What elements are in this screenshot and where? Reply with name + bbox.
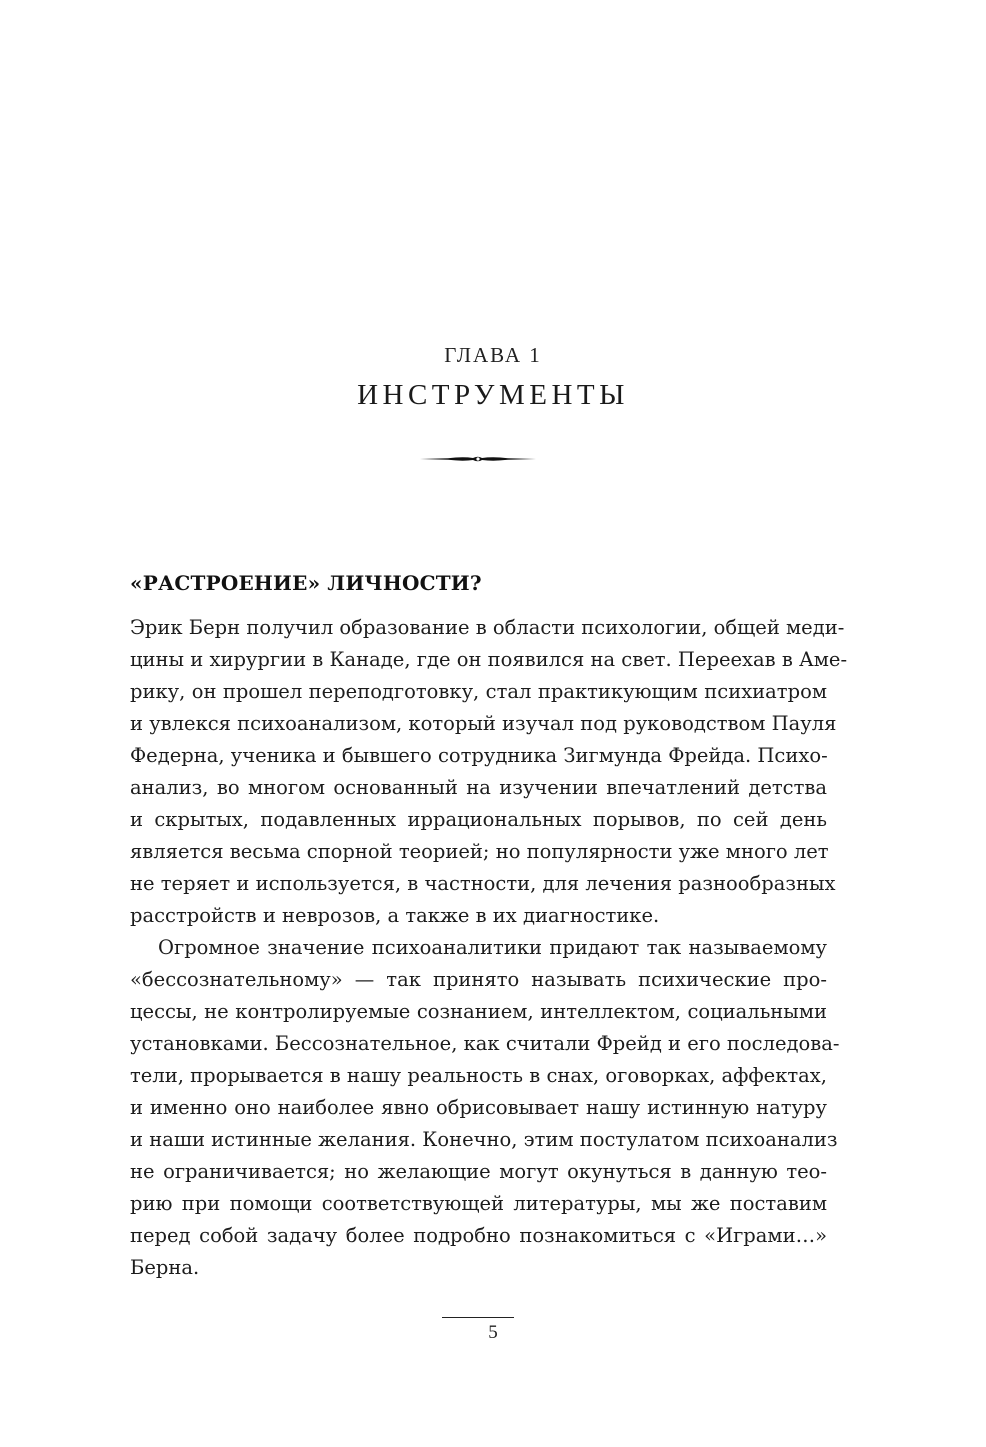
paragraph-2-line: не ограничивается; но желающие могут окунуться в данную тео- bbox=[130, 1160, 827, 1183]
chapter-title: ИНСТРУМЕНТЫ bbox=[357, 379, 629, 411]
paragraph-1-line: рику, он прошел переподготовку, стал практикующим психиатром bbox=[130, 680, 827, 703]
paragraph-2-line: Огромное значение психоаналитики придают так называемому bbox=[158, 936, 827, 959]
paragraph-1-line: расстройств и неврозов, а также в их диагностике. bbox=[130, 904, 660, 927]
paragraph-2-line: и именно оно наиболее явно обрисовывает нашу истинную натуру bbox=[130, 1096, 827, 1119]
chapter-label: ГЛАВА 1 bbox=[444, 343, 542, 367]
paragraph-2-line: «бессознательному» — так принято называть психические про- bbox=[130, 968, 827, 991]
section-heading: «РАСТРОЕНИЕ» ЛИЧНОСТИ? bbox=[130, 571, 482, 595]
paragraph-1-line: цины и хирургии в Канаде, где он появился на свет. Переехав в Аме- bbox=[130, 648, 848, 671]
body-text bbox=[130, 612, 848, 1284]
footer-rule bbox=[442, 1317, 514, 1318]
paragraph-1-line: является весьма спорной теорией; но популярности уже много лет bbox=[130, 840, 829, 863]
paragraph-1-line: и увлекся психоанализом, который изучал под руководством Пауля bbox=[130, 712, 837, 735]
paragraph-1-line: анализ, во многом основанный на изучении впечатлений детства bbox=[130, 776, 827, 799]
paragraph-2-line: рию при помощи соответствующей литературы, мы же поставим bbox=[130, 1192, 827, 1215]
paragraph-1-line: не теряет и используется, в частности, для лечения разнообразных bbox=[130, 872, 836, 895]
paragraph-2-line: тели, прорывается в нашу реальность в снах, оговорках, аффектах, bbox=[130, 1064, 827, 1087]
paragraph-1-line: Эрик Берн получил образование в области психологии, общей меди- bbox=[130, 616, 845, 639]
paragraph-2-line: перед собой задачу более подробно познакомиться с «Играми…» bbox=[130, 1224, 827, 1247]
paragraph-2-line: Берна. bbox=[130, 1256, 200, 1279]
page-number: 5 bbox=[488, 1322, 498, 1343]
paragraph-2-line: и наши истинные желания. Конечно, этим постулатом психоанализ bbox=[130, 1128, 838, 1151]
paragraph-2-line: установками. Бессознательное, как считали Фрейд и его последова- bbox=[130, 1032, 840, 1055]
paragraph-2-line: цессы, не контролируемые сознанием, интеллектом, социальными bbox=[130, 1000, 827, 1023]
paragraph-1-line: и скрытых, подавленных иррациональных порывов, по сей день bbox=[130, 808, 827, 831]
decorative-divider-icon bbox=[418, 450, 538, 468]
paragraph-1-line: Федерна, ученика и бывшего сотрудника Зигмунда Фрейда. Психо- bbox=[130, 744, 828, 767]
